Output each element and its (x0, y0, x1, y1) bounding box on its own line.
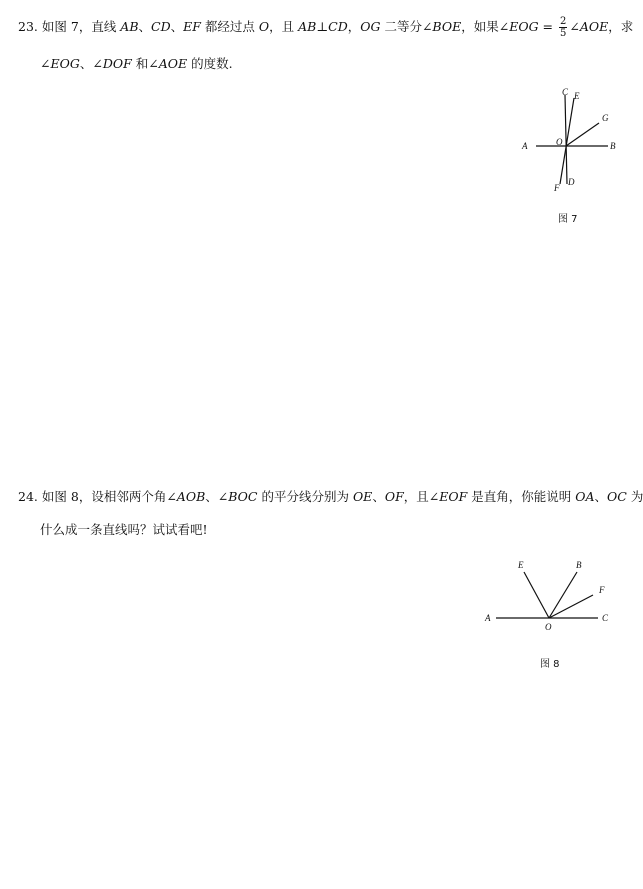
q23-line-2: ∠EOG、∠DOF 和∠AOE 的度数. (40, 56, 233, 71)
label-e: E (574, 91, 580, 101)
ray-oe (524, 572, 549, 618)
label-o: O (556, 137, 563, 147)
figure-7-caption: 图 7 (558, 214, 578, 225)
q24-line-2: 什么成一条直线吗？试试看吧! (40, 522, 208, 537)
label-o: O (545, 622, 552, 632)
label-a: A (522, 141, 528, 151)
ray-og (566, 123, 599, 146)
label-f: F (599, 585, 605, 595)
q23-number: 23. (18, 19, 38, 34)
fraction-two-fifths: $\frac{2}{5}$ (559, 16, 567, 39)
figure-8-caption: 图 8 (540, 659, 560, 670)
label-c: C (602, 613, 609, 623)
figure-7-diagram (500, 80, 630, 200)
label-c: C (562, 87, 569, 97)
label-b: B (576, 560, 582, 570)
label-f: F (554, 183, 560, 193)
label-d: D (568, 177, 575, 187)
q24-number: 24. (18, 489, 38, 504)
figure-8-diagram (480, 555, 620, 635)
label-e: E (518, 560, 524, 570)
label-a: A (485, 613, 491, 623)
q24-line-1: 24. 如图 8，设相邻两个角∠AOB、∠BOC 的平分线分别为 OE、OF，且∠EOF 是直角，你能说明 OA、OC 为 (18, 489, 643, 504)
q23-line-1: 23. 如图 7，直线 AB、CD、EF 都经过点 O，且 AB⊥CD，OG 二等分∠BOE，如果∠EOG = $\frac{2}{5}$ ∠AOE，求 (18, 16, 634, 39)
label-b: B (610, 141, 616, 151)
label-g: G (602, 113, 609, 123)
